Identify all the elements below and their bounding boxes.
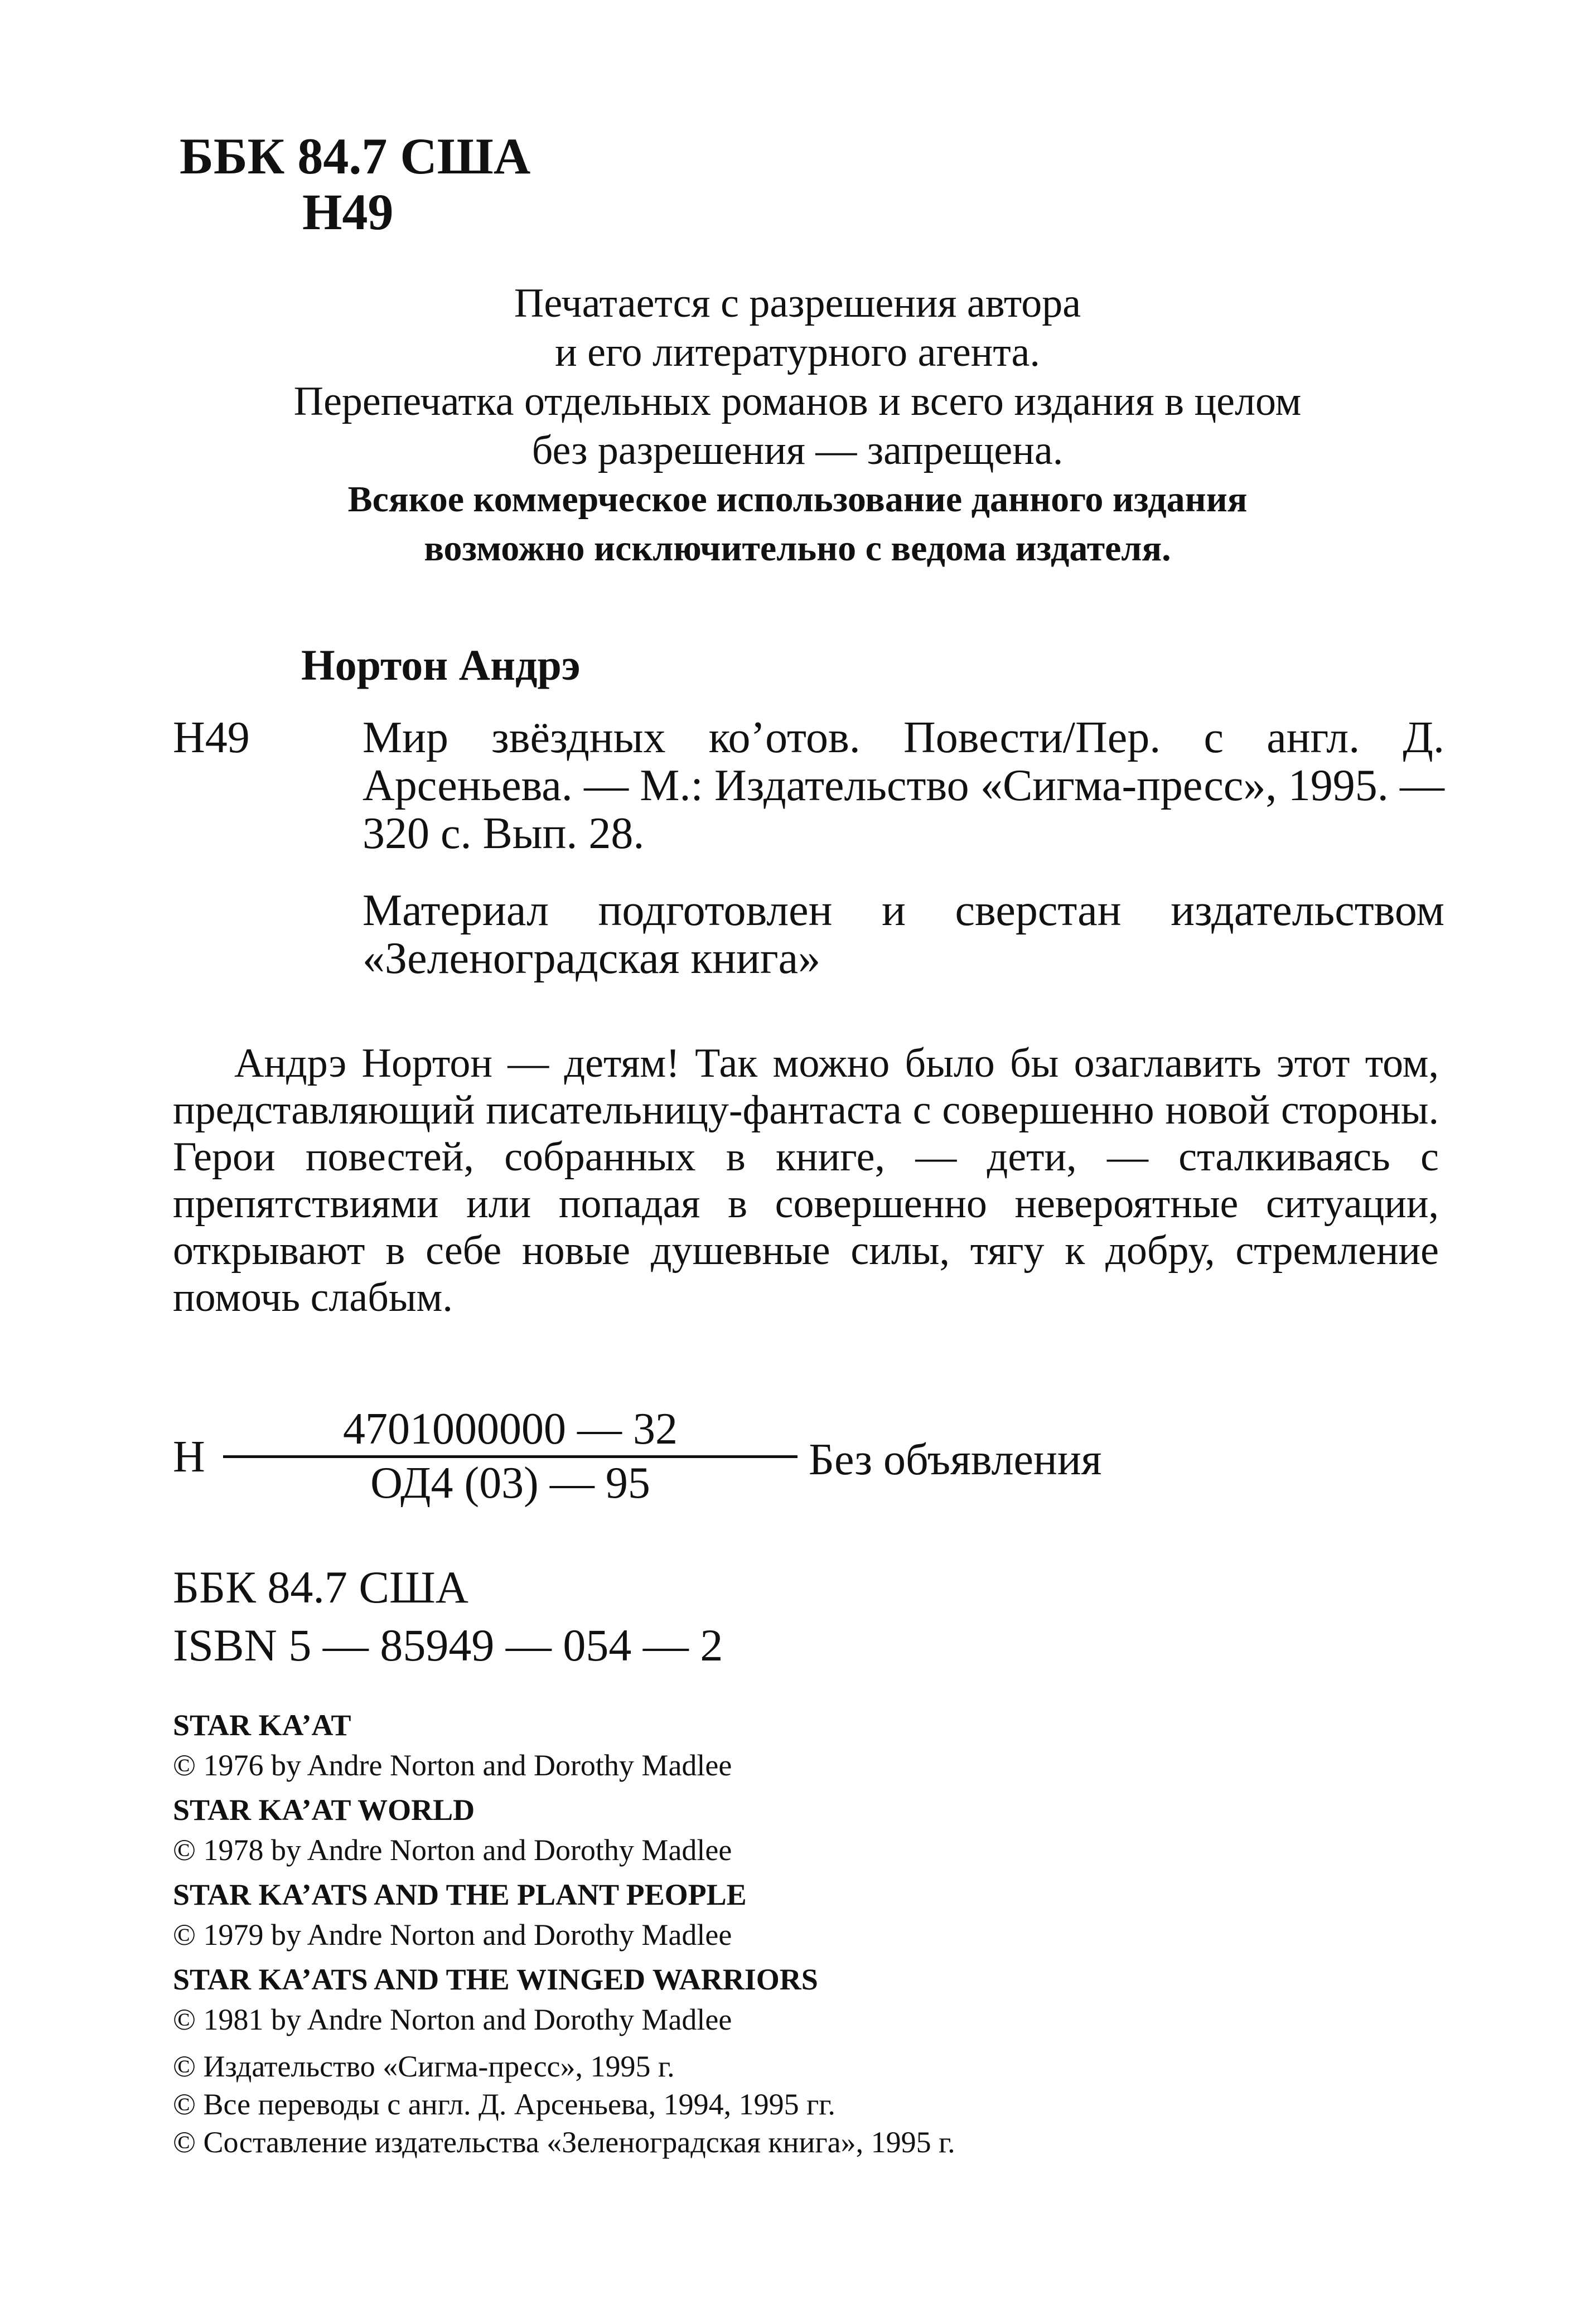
original-copyrights [173, 1701, 818, 2040]
copyright-line: © 1979 by Andre Norton and Dorothy Madlee [173, 1918, 732, 1952]
material-note: Материал подготовлен и сверстан издательством «Зеленоградская книга» [362, 886, 1444, 983]
bbk-code-bottom: ББК 84.7 США [173, 1562, 468, 1613]
publisher-copyrights [173, 2047, 955, 2161]
notice-bold-line: Всякое коммерческое использование данного издания [347, 479, 1248, 520]
entry-code: Н49 [173, 713, 250, 762]
copyright-line: © 1981 by Andre Norton and Dorothy Madlee [173, 2003, 732, 2036]
bbk-header [180, 128, 530, 240]
formula-denominator: ОД4 (03) — 95 [370, 1459, 650, 1508]
annotation: Андрэ Нортон — детям! Так можно было бы озаглавить этот том, представляющий писательницу-фантаста с совершенно новой стороны. Герои повестей, собранных в книге, — дети, — сталкиваясь с препятствиями или попадая в совершенно невероятные ситуации, открывают в себе новые душевные силы, тягу к добру, стремление помочь слабым. [173, 1040, 1439, 1320]
publisher-line: © Издательство «Сигма-пресс», 1995 г. [173, 2050, 675, 2083]
copyright-notice [167, 279, 1428, 573]
copyright-title: STAR KA’ATS AND THE PLANT PEOPLE [173, 1878, 747, 1911]
bbk-code: ББК 84.7 США [180, 128, 531, 185]
formula-fraction [223, 1405, 798, 1507]
formula-letter: Н [173, 1432, 205, 1481]
catalog-entry [173, 714, 1444, 858]
copyright-title: STAR KA’AT WORLD [173, 1793, 475, 1827]
entry-description: Мир звёздных ко’отов. Повести/Пер. с англ. Д. Арсеньева. — М.: Издательство «Сигма-пресс», 1995. — 320 с. Вып. 28. [362, 713, 1444, 858]
isbn: ISBN 5 — 85949 — 054 — 2 [173, 1620, 723, 1671]
author-mark: Н49 [302, 183, 394, 240]
author-name: Нортон Андрэ [301, 641, 581, 689]
copyright-line: © 1978 by Andre Norton and Dorothy Madlee [173, 1833, 732, 1867]
bbk-isbn-block [173, 1558, 723, 1674]
notice-line: Перепечатка отдельных романов и всего издания в целом [293, 379, 1302, 424]
notice-bold-line: возможно исключительно с ведома издателя. [424, 528, 1171, 569]
notice-line: Печатается с разрешения автора [514, 280, 1081, 326]
publisher-line: © Все переводы с англ. Д. Арсеньева, 1994, 1995 гг. [173, 2088, 835, 2121]
formula-note: Без объявления [809, 1435, 1102, 1484]
copyright-title: STAR KA’AT [173, 1708, 351, 1742]
publisher-line: © Составление издательства «Зеленоградская книга», 1995 г. [173, 2126, 955, 2159]
notice-line: и его литературного агента. [555, 330, 1040, 375]
formula-numerator: 4701000000 — 32 [223, 1405, 798, 1458]
notice-line: без разрешения — запрещена. [531, 428, 1064, 473]
copyright-title: STAR KA’ATS AND THE WINGED WARRIORS [173, 1963, 818, 1996]
copyright-line: © 1976 by Andre Norton and Dorothy Madlee [173, 1749, 732, 1782]
